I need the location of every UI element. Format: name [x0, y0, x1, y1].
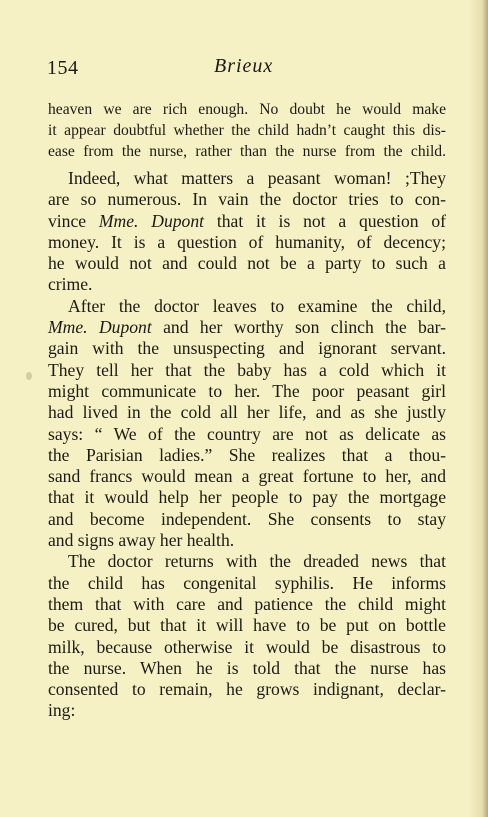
- p2-line-7: says: “ We of the country are not as delicate as: [48, 423, 446, 444]
- page-number: 154: [47, 57, 79, 79]
- small-line-2: it appear doubtful whether the child hadn’t caught this dis-: [48, 122, 446, 139]
- p2-line-12: and signs away her health.: [48, 530, 235, 551]
- p2-line-2: [48, 317, 446, 338]
- p3-line-6: the nurse. When he is told that the nurse has: [48, 657, 446, 678]
- paper-blemish: [26, 372, 32, 380]
- p2-line-1: After the doctor leaves to examine the child,: [68, 295, 446, 316]
- p1-line-1: Indeed, what matters a peasant woman! ;They: [68, 168, 446, 188]
- p2-line-8: the Parisian ladies.” She realizes that a thou-: [48, 444, 446, 465]
- name-mme-dupont: Mme. Dupont: [98, 210, 205, 231]
- p2-line-5: might communicate to her. The poor peasant girl: [48, 380, 446, 401]
- p1-line-4: money. It is a question of humanity, of decency;: [48, 231, 446, 252]
- p2-line-6: had lived in the cold all her life, and as she justly: [48, 402, 446, 423]
- p2-line-4: They tell her that the baby has a cold which it: [48, 359, 446, 380]
- p2-line-11: and become independent. She consents to stay: [48, 508, 446, 529]
- p2-line-9: sand francs would mean a great fortune to her, and: [48, 466, 446, 487]
- small-line-3: ease from the nurse, rather than the nurse from the child.: [48, 143, 446, 160]
- p1-line-5: he would not and could not be a party to such a: [48, 253, 446, 274]
- page-edge-shadow: [482, 0, 488, 817]
- p1-line-2: are so numerous. In vain the doctor tries to con-: [48, 189, 446, 210]
- p1-line-3-pre: vince: [48, 210, 99, 231]
- running-head: Brieux: [214, 55, 274, 77]
- small-paragraph: [48, 99, 446, 162]
- p3-line-8: ing:: [48, 700, 76, 721]
- name-mme-dupont: Mme. Dupont: [48, 317, 152, 338]
- p1-line-6: crime.: [48, 274, 93, 295]
- small-line-1: heaven we are rich enough. No doubt he would make: [48, 101, 446, 118]
- p3-line-3: them that with care and patience the child might: [48, 593, 446, 614]
- p3-line-5: milk, because otherwise it would be disastrous to: [48, 636, 446, 657]
- p1-line-3-post: that it is not a question of: [204, 210, 447, 231]
- p3-line-4: be cured, but that it will have to be put on bottle: [48, 615, 446, 636]
- p3-line-1: The doctor returns with the dreaded news that: [68, 551, 446, 572]
- p3-line-7: consented to remain, he grows indignant, declar-: [48, 679, 446, 700]
- main-text: [48, 168, 446, 722]
- p2-line-10: that it would help her people to pay the mortgage: [48, 487, 446, 508]
- p2-line-2-post: and her worthy son clinch the bar-: [151, 317, 446, 338]
- p1-line-3: [48, 211, 446, 232]
- p3-line-2: the child has congenital syphilis. He informs: [48, 572, 446, 593]
- p2-line-3: gain with the unsuspecting and ignorant servant.: [48, 338, 446, 359]
